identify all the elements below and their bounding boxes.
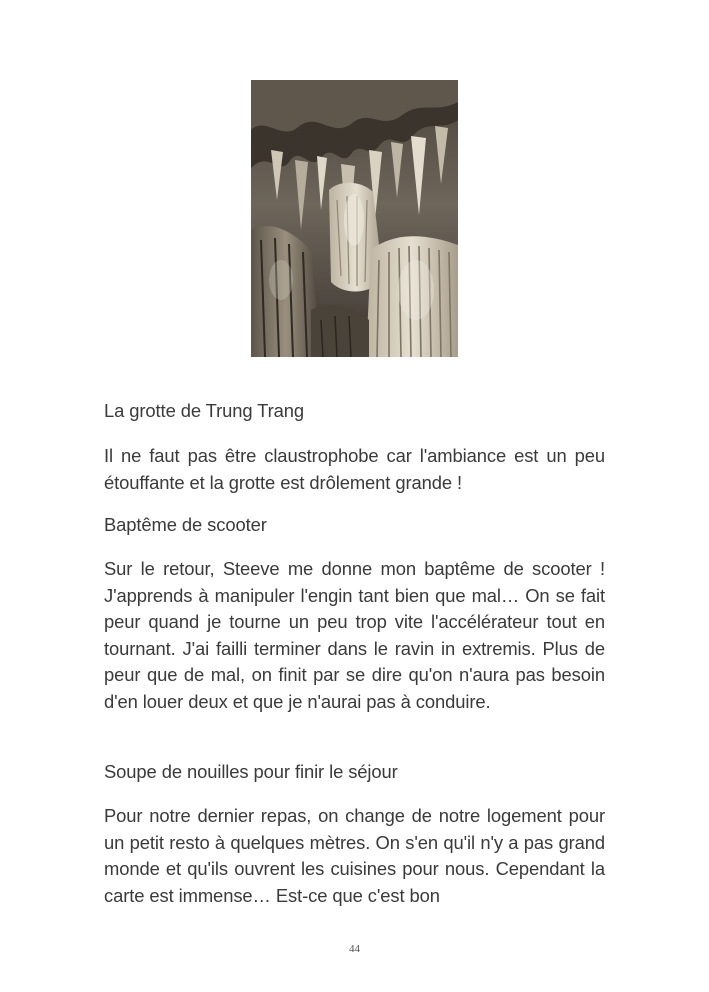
section-heading-grotte: La grotte de Trung Trang [104, 400, 305, 421]
section-heading-soupe: Soupe de nouilles pour finir le séjour [104, 761, 398, 782]
section-heading-scooter: Baptême de scooter [104, 514, 267, 535]
cave-stalactites-image [251, 80, 458, 357]
section-paragraph-soupe: Pour notre dernier repas, on change de notre logement pour un petit resto à quelques mètres. On s'en qu'il n'y a pas grand monde et qu'ils ouvrent les cuisines pour nous. Cependant la carte est immense… Est-ce que c'est bon [104, 805, 605, 906]
section-paragraph-scooter: Sur le retour, Steeve me donne mon baptême de scooter ! J'apprends à manipuler l'engin tant bien que mal… On se fait peur quand je tourne un peu trop vite l'accélérateur tout en tournant. J'ai failli terminer dans le ravin in extremis. Plus de peur que de mal, on finit par se dire qu'on n'aura pas besoin d'en louer deux et que je n'aurai pas à conduire. [104, 558, 605, 712]
page-number: 44 [349, 943, 360, 955]
section-paragraph-grotte: Il ne faut pas être claustrophobe car l'ambiance est un peu étouffante et la grotte est drôlement grande ! [104, 445, 605, 493]
cave-photo [251, 80, 458, 357]
